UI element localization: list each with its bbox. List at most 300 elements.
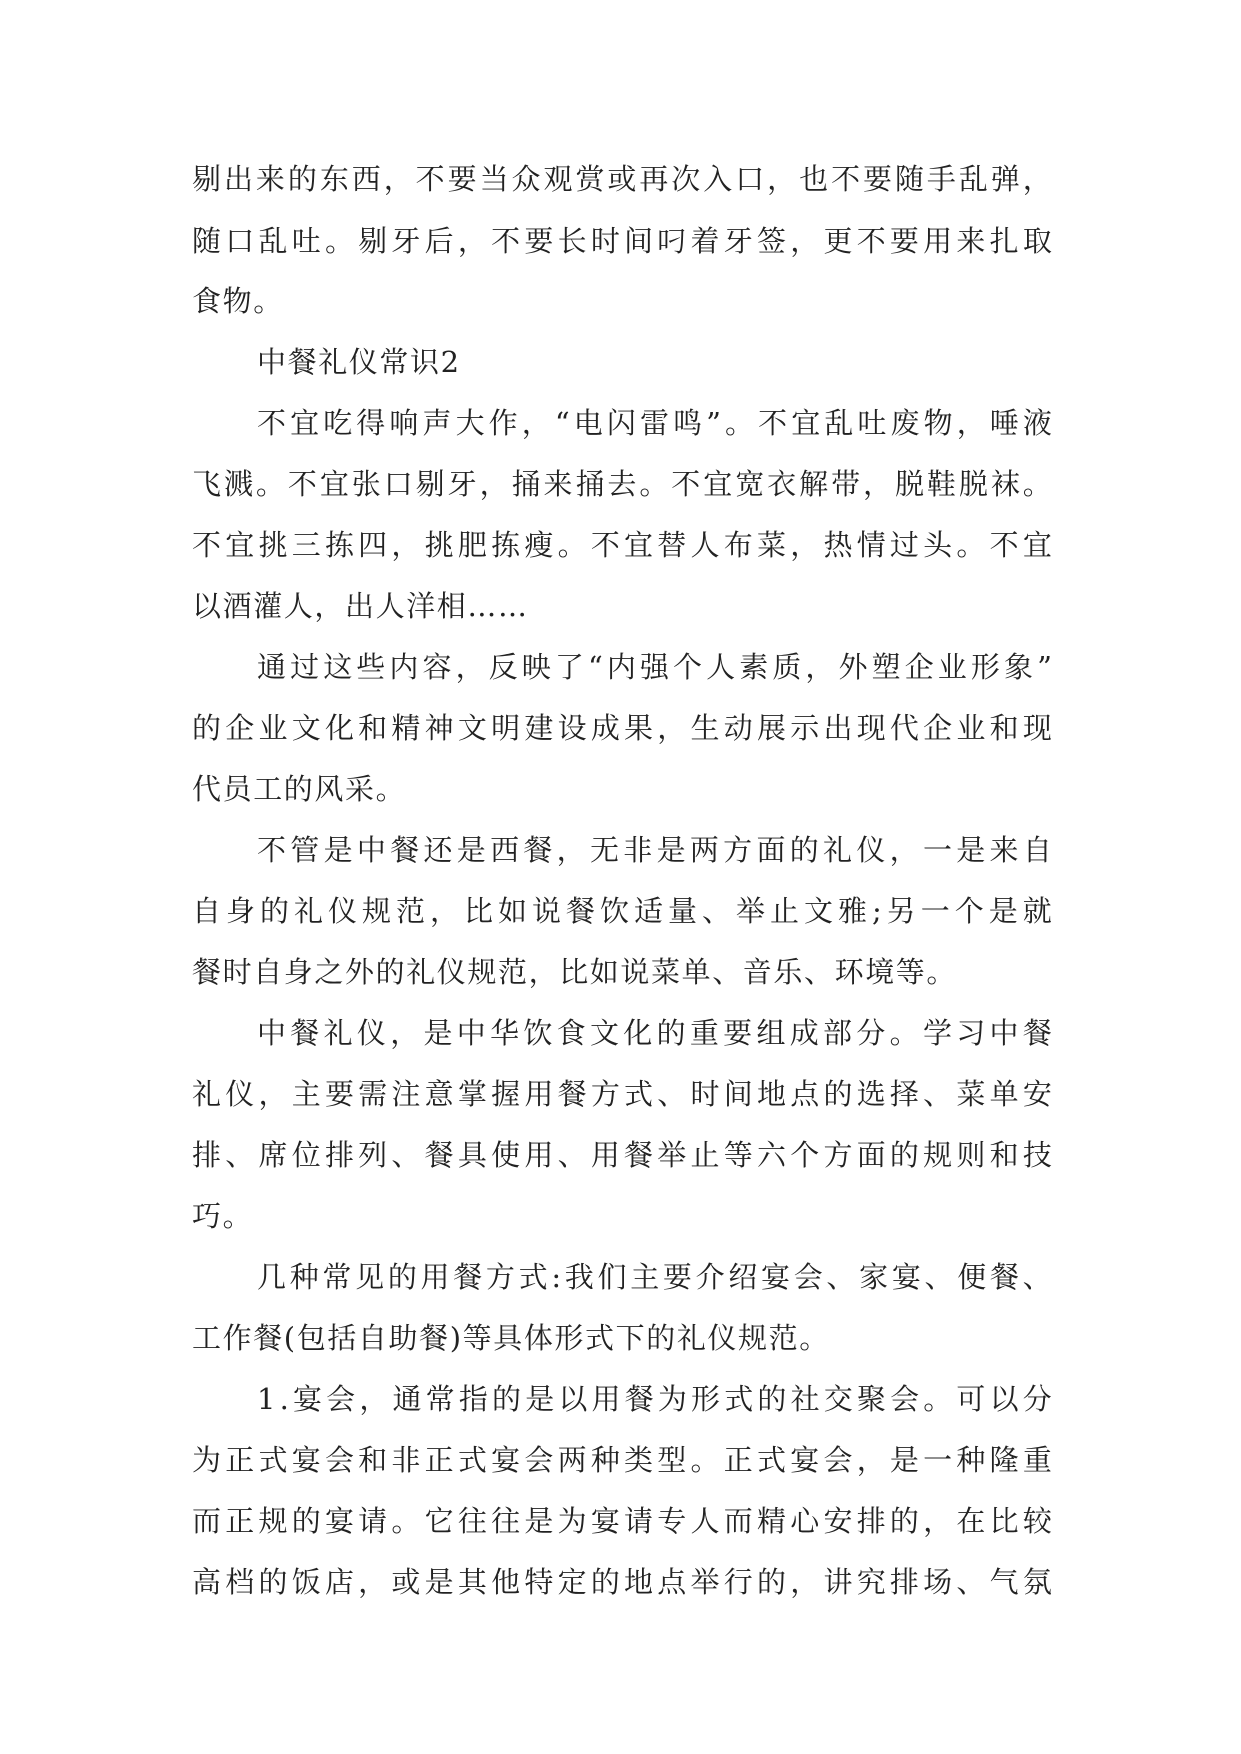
glyph: 重 [1022,1443,1052,1477]
glyph: 位 [291,1138,321,1172]
glyph: 随 [894,162,924,196]
glyph: 时 [590,224,620,258]
glyph: 注 [391,1077,421,1111]
glyph: 华 [490,1016,520,1050]
glyph: 饮 [523,1016,553,1050]
glyph: 用 [591,1382,621,1416]
glyph: ， [258,1077,288,1111]
glyph: 式 [518,1260,548,1294]
glyph: 赏 [575,162,605,196]
glyph: 脱 [894,467,924,501]
glyph: 鞋 [926,467,956,501]
glyph: 捅 [511,467,541,501]
glyph: 需 [358,1077,388,1111]
glyph: 的 [287,162,317,196]
glyph: 通 [257,650,287,684]
glyph: 方 [823,1138,853,1172]
glyph: 聚 [856,1382,886,1416]
glyph: 范 [396,894,426,928]
glyph: ， [359,1382,389,1416]
glyph: 文 [457,711,487,745]
glyph: 和 [358,711,388,745]
glyph: 更 [823,224,853,258]
glyph: 文 [291,711,321,745]
glyph: 企 [904,650,934,684]
glyph: 是 [456,833,486,867]
glyph: 扎 [989,224,1019,258]
glyph: 正 [723,1443,753,1477]
glyph: ， [430,894,460,928]
glyph: 是 [424,1565,454,1599]
glyph: 排 [324,1138,354,1172]
text-line [192,514,1052,576]
glyph: 是 [525,1382,555,1416]
glyph: 六 [756,1138,786,1172]
glyph: 过 [290,650,320,684]
glyph: 点 [657,1565,687,1599]
glyph: 强 [639,650,669,684]
glyph: 闪 [606,406,636,440]
glyph: 宜 [624,528,654,562]
glyph: 废 [890,406,920,440]
glyph: 请 [358,1504,388,1538]
glyph: 宜 [290,406,320,440]
glyph: 电 [573,406,603,440]
glyph: 要 [889,224,919,258]
glyph: 是 [656,833,686,867]
glyph: 文 [804,894,834,928]
glyph: 宴 [761,1260,791,1294]
glyph: 组 [756,1016,786,1050]
glyph: 三 [291,528,321,562]
text-line: 以酒灌人，出人洋相…… [192,589,529,623]
glyph: 袜 [990,467,1020,501]
glyph: 、 [923,1077,953,1111]
glyph: 化 [324,711,354,745]
glyph: 为 [657,1382,687,1416]
glyph: 过 [889,528,919,562]
text-line [192,880,1052,942]
glyph: 雷 [639,406,669,440]
glyph: 来 [255,162,285,196]
glyph: 或 [391,1565,421,1599]
glyph: 乱 [258,224,288,258]
glyph: 要 [324,1077,354,1111]
glyph: 次 [671,162,701,196]
glyph: 不 [758,406,788,440]
glyph: 而 [723,1504,753,1538]
text-line: 食物。 [192,284,284,318]
glyph: 要 [662,1260,692,1294]
glyph: 宜 [703,467,733,501]
glyph: 、 [557,1138,587,1172]
glyph: 的 [291,1504,321,1538]
glyph: 主 [630,1260,660,1294]
glyph: 的 [387,1260,417,1294]
text-line [257,1246,1052,1308]
glyph: ， [1022,162,1052,196]
glyph: 化 [623,1016,653,1050]
glyph: 餐 [566,894,596,928]
glyph: 叼 [657,224,687,258]
glyph: 安 [823,1504,853,1538]
glyph: 肥 [457,528,487,562]
glyph: ， [358,1565,388,1599]
glyph: 外 [838,650,868,684]
glyph: 用 [590,1138,620,1172]
glyph: 会 [823,1443,853,1477]
glyph: 企 [923,711,953,745]
text-line [192,1490,1052,1552]
glyph: 餐 [290,1016,320,1050]
glyph: 还 [423,833,453,867]
glyph: ， [391,528,421,562]
glyph: 展 [756,711,786,745]
glyph: 量 [668,894,698,928]
glyph: 仪 [856,833,886,867]
glyph: 宴 [891,1260,921,1294]
glyph: 中 [456,1016,486,1050]
glyph: 使 [491,1138,521,1172]
glyph: 。 [725,406,755,440]
glyph: 入 [703,162,733,196]
text-line [192,1551,1052,1613]
glyph: 场 [923,1565,953,1599]
glyph: 。 [639,467,669,501]
glyph: 会 [793,1260,823,1294]
glyph: 止 [770,894,800,928]
glyph: ” [1037,650,1052,684]
glyph: 交 [823,1382,853,1416]
glyph: 设 [557,711,587,745]
glyph: 不 [287,467,317,501]
glyph: 捅 [575,467,605,501]
glyph: 反 [488,650,518,684]
glyph: 餐 [624,1138,654,1172]
glyph: 雅 [838,894,868,928]
glyph: 绍 [728,1260,758,1294]
glyph: 是 [889,1443,919,1477]
glyph: 为 [192,1443,222,1477]
glyph: 部 [823,1016,853,1050]
glyph: 究 [856,1565,886,1599]
glyph: 不 [856,224,886,258]
glyph: 了 [554,650,584,684]
glyph: 挑 [258,528,288,562]
glyph: 或 [607,162,637,196]
glyph: 内 [606,650,636,684]
glyph: 会 [524,1443,554,1477]
glyph: 要 [863,162,893,196]
glyph: 心 [790,1504,820,1538]
glyph: 社 [790,1382,820,1416]
glyph: 剔 [415,467,445,501]
glyph: 布 [723,528,753,562]
glyph: 止 [690,1138,720,1172]
glyph: 礼 [192,1077,222,1111]
glyph: 身 [226,894,256,928]
glyph: 观 [543,162,573,196]
text-line: 巧。 [192,1199,254,1233]
glyph: 指 [458,1382,488,1416]
glyph: 的 [590,1565,620,1599]
glyph: 式 [756,1443,786,1477]
glyph: 业 [956,711,986,745]
glyph: 1 [257,1382,276,1416]
glyph: 精 [756,1504,786,1538]
text-line [192,210,1052,272]
glyph: 。 [889,1016,919,1050]
glyph: 时 [690,1077,720,1111]
glyph: 不 [590,528,620,562]
glyph: 的 [492,1382,522,1416]
glyph: 特 [524,1565,554,1599]
glyph: ， [863,467,893,501]
glyph: 众 [511,162,541,196]
glyph: 是 [423,1016,453,1050]
glyph: 成 [789,1016,819,1050]
glyph: 学 [922,1016,952,1050]
glyph: 中 [257,1016,287,1050]
glyph: 自 [1022,833,1052,867]
glyph: 当 [479,162,509,196]
glyph: 带 [831,467,861,501]
glyph: 不 [831,162,861,196]
glyph: 去 [607,467,637,501]
glyph: 东 [319,162,349,196]
glyph: 仪 [328,894,358,928]
glyph: “ [554,406,570,440]
glyph: 型 [657,1443,687,1477]
glyph: 用 [524,1138,554,1172]
glyph: 的 [889,1504,919,1538]
glyph: 企 [225,711,255,745]
glyph: 头 [923,528,953,562]
glyph: 手 [926,162,956,196]
glyph: 地 [756,1077,786,1111]
glyph: 代 [889,711,919,745]
glyph: 容 [422,650,452,684]
glyph: 间 [723,1077,753,1111]
glyph: 。 [956,528,986,562]
glyph: 式 [624,1077,654,1111]
glyph: 管 [290,833,320,867]
glyph: 在 [956,1504,986,1538]
glyph: 定 [557,1565,587,1599]
glyph: 两 [689,833,719,867]
glyph: 的 [823,1077,853,1111]
glyph: 形 [691,1382,721,1416]
glyph: 着 [690,224,720,258]
glyph: 、 [1022,1260,1052,1294]
text-line [192,1429,1052,1491]
text-line [192,1124,1052,1186]
glyph: 菜 [956,1077,986,1111]
glyph: 大 [455,406,485,440]
glyph: 精 [391,711,421,745]
glyph: 式 [457,1443,487,1477]
glyph: 建 [524,711,554,745]
glyph: 用 [524,1077,554,1111]
glyph: 请 [624,1504,654,1538]
glyph: 等 [723,1138,753,1172]
glyph: 一 [922,833,952,867]
glyph: 物 [923,406,953,440]
glyph: 个 [673,650,703,684]
glyph: ， [805,650,835,684]
glyph: 宜 [225,528,255,562]
glyph: 不 [491,224,521,258]
glyph: 会 [326,1382,356,1416]
glyph: ， [889,833,919,867]
glyph: 的 [756,1565,786,1599]
glyph: 而 [192,1504,222,1538]
glyph: 拣 [491,528,521,562]
glyph: 饮 [600,894,630,928]
glyph: 种 [289,1260,319,1294]
glyph: 牙 [447,467,477,501]
glyph: 作 [488,406,518,440]
glyph: 几 [257,1260,287,1294]
glyph: ， [956,406,986,440]
glyph: ， [556,833,586,867]
glyph: 通 [392,1382,422,1416]
text-line: 工作餐(包括自助餐)等具体形式下的礼仪规范。 [192,1321,830,1355]
glyph: 种 [956,1443,986,1477]
glyph: 就 [1022,894,1052,928]
glyph: 家 [859,1260,889,1294]
glyph: 口 [225,224,255,258]
glyph: 唾 [989,406,1019,440]
glyph: 规 [258,1504,288,1538]
glyph: 单 [989,1077,1019,1111]
glyph: 一 [923,1443,953,1477]
glyph: 餐 [989,1260,1019,1294]
glyph: 牙 [391,224,421,258]
glyph: 不 [192,528,222,562]
glyph: ， [457,224,487,258]
glyph: 宴 [324,1504,354,1538]
text-line [257,636,1052,698]
glyph: 规 [923,1138,953,1172]
glyph: 瘦 [524,528,554,562]
glyph: ， [767,162,797,196]
glyph: 来 [543,467,573,501]
glyph: 拣 [324,528,354,562]
glyph: 塑 [871,650,901,684]
glyph: 意 [424,1077,454,1111]
glyph: 、 [702,894,732,928]
glyph: 正 [225,1504,255,1538]
glyph: 握 [491,1077,521,1111]
glyph: 排 [192,1138,222,1172]
glyph: 面 [756,833,786,867]
glyph: 用 [420,1260,450,1294]
glyph: 个 [790,1138,820,1172]
glyph: 。 [923,1382,953,1416]
glyph: 饭 [291,1565,321,1599]
glyph: 是 [323,833,353,867]
glyph: 礼 [323,1016,353,1050]
glyph: 得 [356,406,386,440]
glyph: 氛 [1022,1565,1052,1599]
glyph: 规 [362,894,392,928]
glyph: 的 [260,894,290,928]
glyph: “ [587,650,603,684]
glyph: 为 [557,1504,587,1538]
glyph: 业 [937,650,967,684]
glyph: 店 [324,1565,354,1599]
glyph: 生 [690,711,720,745]
glyph: 比 [989,1504,1019,1538]
glyph: 、 [225,1138,255,1172]
glyph: 地 [624,1565,654,1599]
glyph: 间 [624,224,654,258]
glyph: ， [479,467,509,501]
glyph: 声 [422,406,452,440]
glyph: ” [706,406,721,440]
glyph: 排 [856,1504,886,1538]
glyph: 不 [415,162,445,196]
glyph: 业 [258,711,288,745]
glyph: 个 [954,894,984,928]
glyph: 举 [657,1138,687,1172]
glyph: 宜 [319,467,349,501]
glyph: 隆 [989,1443,1019,1477]
glyph: 解 [799,467,829,501]
glyph: 素 [739,650,769,684]
glyph: 宽 [735,467,765,501]
glyph: 和 [358,1443,388,1477]
glyph: 液 [1022,406,1052,440]
glyph: 重 [689,1016,719,1050]
glyph: 出 [823,711,853,745]
glyph: 。 [391,1504,421,1538]
glyph: 动 [723,711,753,745]
glyph: 以 [989,1382,1019,1416]
glyph: 不 [257,833,287,867]
text-line [257,1002,1052,1064]
glyph: 不 [257,406,287,440]
glyph: 方 [723,833,753,867]
section-heading: 中餐礼仪常识2 [257,345,461,379]
glyph: 挑 [424,528,454,562]
glyph: 行 [723,1565,753,1599]
glyph: 列 [358,1138,388,1172]
glyph: 说 [532,894,562,928]
glyph: 剔 [192,162,222,196]
glyph: 吐 [291,224,321,258]
glyph: 宴 [790,1443,820,1477]
glyph: 安 [1022,1077,1052,1111]
glyph: 仪 [225,1077,255,1111]
glyph: 长 [557,224,587,258]
glyph: 成 [590,711,620,745]
glyph: 适 [634,894,664,928]
glyph: 。 [324,224,354,258]
glyph: 现 [1022,711,1052,745]
glyph: 宴 [292,1382,322,1416]
glyph: 质 [772,650,802,684]
glyph: 食 [556,1016,586,1050]
glyph: : [551,1260,562,1294]
glyph: 不 [671,467,701,501]
glyph: 乱 [824,406,854,440]
glyph: 是 [956,833,986,867]
glyph: 和 [989,711,1019,745]
glyph: 餐 [424,1138,454,1172]
glyph: 无 [589,833,619,867]
